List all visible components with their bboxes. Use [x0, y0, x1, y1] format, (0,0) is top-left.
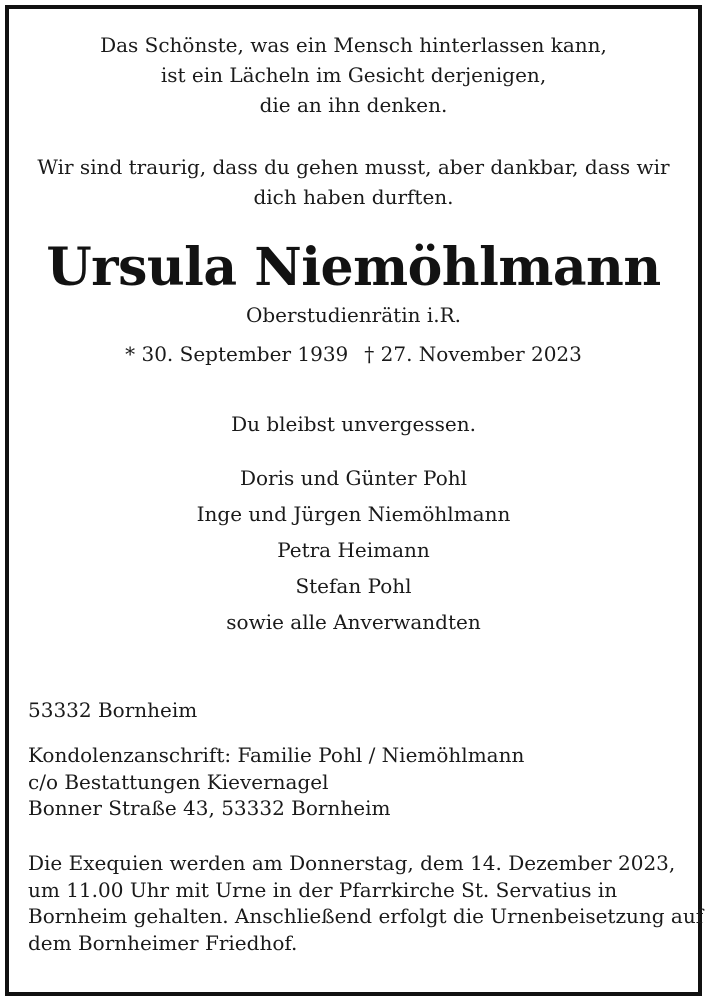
condolence-address — [28, 742, 688, 822]
mourner-name: Stefan Pohl — [295, 574, 412, 598]
mourner-name: Doris und Günter Pohl — [239, 466, 468, 490]
mourner-name: Petra Heimann — [277, 538, 430, 562]
funeral-details — [28, 850, 704, 956]
deceased-profession: Oberstudienrätin i.R. — [245, 303, 462, 327]
city-line: 53332 Bornheim — [28, 698, 198, 722]
mourners-list — [0, 460, 707, 640]
deceased-name: Ursula Niemöhlmann — [46, 237, 661, 298]
funeral-line: dem Bornheimer Friedhof. — [28, 930, 298, 955]
death-date: † 27. November 2023 — [364, 342, 582, 366]
second-quote — [0, 152, 707, 212]
remembrance-line: Du bleibst unvergessen. — [231, 412, 476, 436]
address-line: Kondolenzanschrift: Familie Pohl / Niemöhlmann — [28, 743, 525, 767]
life-dates — [0, 339, 707, 369]
quote-line: ist ein Lächeln im Gesicht derjenigen, — [160, 63, 547, 87]
address-line: c/o Bestattungen Kievernagel — [28, 769, 329, 794]
quote-line: Wir sind traurig, dass du gehen musst, aber dankbar, dass wir — [37, 155, 670, 179]
quote-line: Das Schönste, was ein Mensch hinterlassen kann, — [100, 33, 607, 57]
mourner-name: sowie alle Anverwandten — [226, 610, 481, 634]
funeral-line: um 11.00 Uhr mit Urne in der Pfarrkirche St. Servatius in — [28, 877, 618, 902]
funeral-line: Die Exequien werden am Donnerstag, dem 14. Dezember 2023, — [28, 851, 676, 875]
opening-quote — [0, 30, 707, 120]
birth-date: * 30. September 1939 — [125, 342, 349, 366]
mourner-name: Inge und Jürgen Niemöhlmann — [196, 502, 511, 526]
quote-line: dich haben durften. — [253, 185, 454, 209]
quote-line: die an ihn denken. — [259, 93, 448, 117]
address-line: Bonner Straße 43, 53332 Bornheim — [28, 796, 391, 820]
funeral-line: Bornheim gehalten. Anschließend erfolgt die Urnenbeisetzung auf — [28, 904, 704, 928]
